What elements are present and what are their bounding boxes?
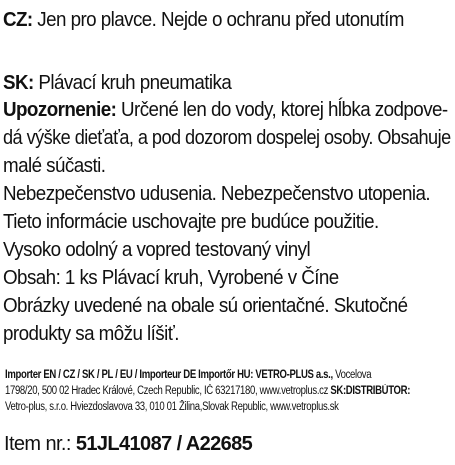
sk-images-line-2: produkty sa môžu líšiť. bbox=[3, 323, 179, 345]
sk-product-title: Plávací kruh pneumatika bbox=[33, 72, 232, 94]
sk-warning-label: Upozornenie: bbox=[3, 99, 117, 121]
sk-warning-text-1: Určené len do vody, ktorej hĺbka zodpove- bbox=[116, 99, 448, 121]
cz-language-code: CZ: bbox=[3, 9, 33, 31]
importer-line-2 bbox=[5, 384, 410, 399]
sk-warning-line-2: dá výške dieťaťa, a pod dozorom dospelej osoby. Obsahuje bbox=[3, 127, 451, 149]
importer-company: VETRO-PLUS a.s., bbox=[253, 369, 333, 381]
sk-language-code: SK: bbox=[3, 72, 34, 94]
distributor-label: SK:DISTRIBÚTOR: bbox=[330, 385, 411, 397]
sk-suffocation-line: Nebezpečenstvo udusenia. Nebezpečenstvo utopenia. bbox=[3, 183, 431, 205]
sk-contents-line: Obsah: 1 ks Plávací kruh, Vyrobené v Číne bbox=[3, 267, 339, 289]
sk-warning-line-1 bbox=[3, 98, 448, 122]
sk-images-line-1: Obrázky uvedené na obale sú orientačné. Skutočné bbox=[3, 295, 408, 317]
cz-warning-line bbox=[3, 8, 404, 32]
item-number-value: 51JL41087 / A22685 bbox=[75, 433, 253, 455]
item-number-line bbox=[4, 432, 252, 456]
importer-street: Vocelova bbox=[332, 369, 372, 381]
sk-keep-info-line: Tieto informácie uschovajte pre budúce použitie. bbox=[3, 211, 379, 233]
sk-vinyl-line: Vysoko odolný a vopred testovaný vinyl bbox=[3, 239, 311, 261]
distributor-address: Vetro-plus, s.r.o. Hviezdoslavova 33, 010 01 Žilina,Slovak Republic, www.vetroplus.sk bbox=[5, 401, 339, 413]
sk-title-line bbox=[3, 71, 231, 95]
importer-label: Importer EN / CZ / SK / PL / EU / Importeur DE Importőr HU: bbox=[5, 369, 254, 381]
importer-address: 1798/20, 500 02 Hradec Králové, Czech Republic, IČ 63217180, www.vetroplus.cz bbox=[5, 385, 331, 397]
importer-line-1 bbox=[5, 368, 371, 383]
cz-warning-text: Jen pro plavce. Nejde o ochranu před utonutím bbox=[32, 9, 404, 31]
sk-warning-line-3: malé súčasti. bbox=[3, 155, 106, 177]
item-number-label: Item nr.: bbox=[4, 433, 76, 455]
